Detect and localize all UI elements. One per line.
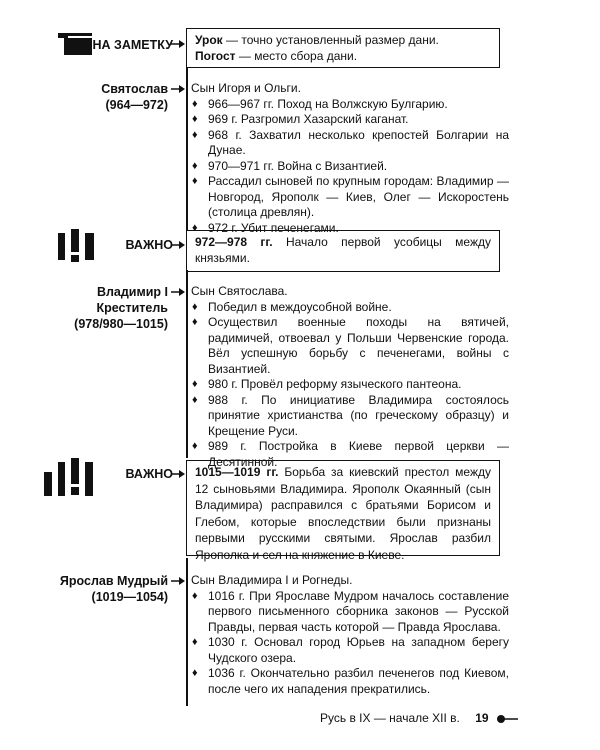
note-line-lesson: Урок — точно установленный размер дани.	[195, 33, 439, 47]
connector-arrow	[171, 241, 185, 249]
page-footer	[320, 711, 518, 725]
running-title: Русь в IX — начале XII в.	[320, 711, 460, 725]
timeline-line	[186, 270, 188, 458]
fact-item: ♦ 969 г. Разгромил Хазарский каганат.	[191, 112, 509, 128]
yaroslav-facts	[191, 573, 509, 697]
ruler-name: Ярослав Мудрый	[59, 574, 168, 588]
connector-arrow	[171, 288, 185, 296]
connector-arrow	[171, 470, 185, 478]
important-label: ВАЖНО	[125, 467, 173, 481]
important-label: ВАЖНО	[125, 238, 173, 252]
note-label: НА ЗАМЕТКУ	[92, 38, 173, 52]
connector-arrow	[171, 577, 185, 585]
vladimir-facts	[191, 284, 509, 470]
fact-item: ♦ 989 г. Постройка в Киеве первой церкви — Десятинной.	[191, 439, 509, 470]
fact-item: ♦ 972 г. Убит печенегами.	[191, 221, 509, 237]
event-text: Борьба за киевский престол между 12 сыновьями Владимира. Ярополк Окаянный (сын Владимира) расправился с братьями Борисом и Глебом, которые впоследствии были признаны первыми русскими святыми. Ярослав разбил Ярополка и сел на княжение в Киеве.	[195, 465, 491, 562]
ruler-epithet: Креститель	[96, 301, 168, 315]
ruler-years: (964—972)	[105, 98, 168, 112]
connector-arrow	[171, 85, 185, 93]
fact-item: ♦ Осуществил военные походы на вятичей, радимичей, отвоевал у Польши Червенские города. Вёл успешную борьбу с печенегами, войны с Византией.	[191, 315, 509, 377]
ruler-years: (1019—1054)	[91, 590, 168, 604]
note-box	[186, 28, 500, 68]
fact-item: ♦ 968 г. Захватил несколько крепостей Болгарии на Дунае.	[191, 128, 509, 159]
page-number: 19	[475, 711, 489, 725]
fact-item: ♦ 1030 г. Основал город Юрьев на западном берегу Чудского озера.	[191, 635, 509, 666]
fact-intro: Сын Игоря и Ольги.	[191, 81, 301, 95]
fact-intro: Сын Владимира I и Рогнеды.	[191, 573, 353, 587]
fact-item: ♦ 980 г. Провёл реформу языческого пантеона.	[191, 377, 509, 393]
exclamation-icon	[58, 229, 96, 263]
fact-intro: Сын Святослава.	[191, 284, 288, 298]
fact-item: ♦ Рассадил сыновей по крупным городам: Владимир — Новгород, Ярополк — Киев, Олег — Искоростень (столица древлян).	[191, 174, 509, 221]
ruler-name: Святослав	[101, 82, 168, 96]
notebook-icon	[58, 32, 94, 56]
timeline-line	[186, 68, 188, 230]
event-date: 1015—1019 гг.	[195, 465, 279, 479]
fact-item: ♦ 988 г. По инициативе Владимира состоялось принятие христианства (по греческому образцу) и Крещение Руси.	[191, 393, 509, 440]
important-box	[186, 230, 500, 272]
fact-item: ♦ 1016 г. При Ярославе Мудром началось составление первого письменного сборника законов — Русской Правды, первая часть которой — Правда Ярослава.	[191, 589, 509, 636]
note-line-pogost: Погост — место сбора дани.	[195, 49, 358, 63]
timeline-line	[186, 558, 188, 706]
fact-item: ♦ 1036 г. Окончательно разбил печенегов под Киевом, после чего их нападения прекратились.	[191, 666, 509, 697]
double-exclamation-icon	[44, 458, 96, 498]
important-box	[186, 460, 500, 562]
event-date: 972—978 гг.	[195, 235, 273, 249]
ruler-name: Владимир I	[96, 285, 168, 299]
connector-arrow	[171, 40, 185, 48]
ruler-years: (978/980—1015)	[74, 317, 168, 331]
fact-item: ♦ Победил в междоусобной войне.	[191, 300, 509, 316]
fact-item: ♦ 966—967 гг. Поход на Волжскую Булгарию.	[191, 97, 509, 113]
sviatoslav-facts	[191, 81, 509, 236]
fact-item: ♦ 970—971 гг. Война с Византией.	[191, 159, 509, 175]
event-text: Начало первой усобицы между князьями.	[195, 235, 491, 265]
footer-arrow-icon	[496, 714, 518, 724]
